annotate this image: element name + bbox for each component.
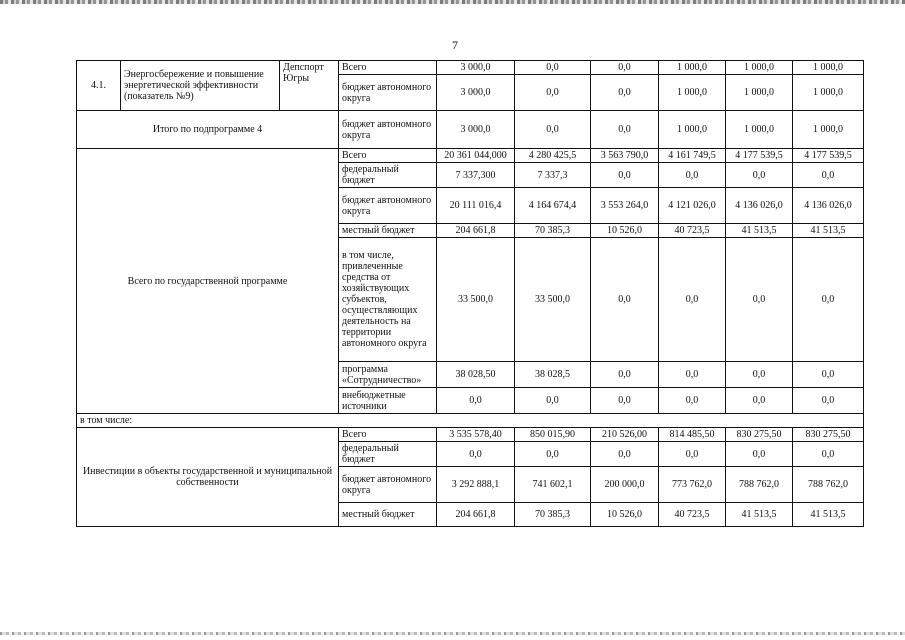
- value-cell: 0,0: [726, 442, 793, 467]
- funding-type: бюджет автономного округа: [339, 75, 437, 111]
- value-cell: 0,0: [793, 163, 864, 188]
- value-cell: 0,0: [726, 238, 793, 362]
- value-cell: 0,0: [515, 75, 591, 111]
- value-cell: 0,0: [591, 238, 659, 362]
- funding-type: программа «Сотрудничество»: [339, 362, 437, 388]
- value-cell: 204 661,8: [437, 503, 515, 527]
- value-cell: 0,0: [726, 362, 793, 388]
- value-cell: 0,0: [726, 388, 793, 414]
- scan-edge-bottom: [0, 632, 905, 635]
- funding-type: федеральный бюджет: [339, 163, 437, 188]
- executor: Депспорт Югры: [280, 61, 339, 111]
- value-cell: 41 513,5: [726, 224, 793, 238]
- value-cell: 70 385,3: [515, 503, 591, 527]
- value-cell: 0,0: [591, 442, 659, 467]
- value-cell: 0,0: [591, 362, 659, 388]
- subtotal-row: [77, 111, 864, 149]
- funding-type: бюджет автономного округа: [339, 188, 437, 224]
- value-cell: 1 000,0: [793, 61, 864, 75]
- funding-type: местный бюджет: [339, 503, 437, 527]
- value-cell: 0,0: [659, 362, 726, 388]
- value-cell: 7 337,3: [515, 163, 591, 188]
- row-number: 4.1.: [77, 61, 121, 111]
- value-cell: 0,0: [659, 388, 726, 414]
- value-cell: 0,0: [515, 442, 591, 467]
- value-cell: 1 000,0: [793, 75, 864, 111]
- value-cell: 204 661,8: [437, 224, 515, 238]
- funding-type: федеральный бюджет: [339, 442, 437, 467]
- value-cell: 0,0: [659, 238, 726, 362]
- subtotal-label: Итого по подпрограмме 4: [77, 111, 339, 149]
- funding-type: Всего: [339, 149, 437, 163]
- value-cell: 20 111 016,4: [437, 188, 515, 224]
- value-cell: 0,0: [515, 388, 591, 414]
- value-cell: 4 280 425,5: [515, 149, 591, 163]
- value-cell: 0,0: [793, 362, 864, 388]
- value-cell: 41 513,5: [726, 503, 793, 527]
- value-cell: 20 361 044,000: [437, 149, 515, 163]
- scan-edge-top: [0, 0, 905, 4]
- value-cell: 830 275,50: [726, 428, 793, 442]
- value-cell: 4 177 539,5: [793, 149, 864, 163]
- value-cell: 7 337,300: [437, 163, 515, 188]
- value-cell: 4 164 674,4: [515, 188, 591, 224]
- budget-table: [76, 60, 864, 527]
- value-cell: 741 602,1: [515, 467, 591, 503]
- value-cell: 41 513,5: [793, 224, 864, 238]
- value-cell: 4 121 026,0: [659, 188, 726, 224]
- value-cell: 0,0: [793, 238, 864, 362]
- value-cell: 10 526,0: [591, 224, 659, 238]
- value-cell: 1 000,0: [659, 111, 726, 149]
- value-cell: 0,0: [591, 163, 659, 188]
- funding-type: Всего: [339, 428, 437, 442]
- value-cell: 0,0: [659, 163, 726, 188]
- value-cell: 788 762,0: [793, 467, 864, 503]
- value-cell: 0,0: [591, 61, 659, 75]
- value-cell: 3 000,0: [437, 61, 515, 75]
- value-cell: 4 177 539,5: [726, 149, 793, 163]
- value-cell: 0,0: [591, 111, 659, 149]
- table-row: [77, 428, 864, 442]
- value-cell: 788 762,0: [726, 467, 793, 503]
- value-cell: 0,0: [515, 61, 591, 75]
- investments-label: Инвестиции в объекты государственной и муниципальной собственности: [77, 428, 339, 527]
- value-cell: 70 385,3: [515, 224, 591, 238]
- value-cell: 0,0: [793, 388, 864, 414]
- value-cell: 210 526,00: [591, 428, 659, 442]
- value-cell: 850 015,90: [515, 428, 591, 442]
- value-cell: 41 513,5: [793, 503, 864, 527]
- value-cell: 0,0: [726, 163, 793, 188]
- value-cell: 3 553 264,0: [591, 188, 659, 224]
- value-cell: 38 028,5: [515, 362, 591, 388]
- value-cell: 814 485,50: [659, 428, 726, 442]
- value-cell: 1 000,0: [726, 61, 793, 75]
- table-row: [77, 149, 864, 163]
- value-cell: 1 000,0: [726, 75, 793, 111]
- program-total-label: Всего по государственной программе: [77, 149, 339, 414]
- activity-name: Энергосбережение и повышение энергетической эффективности (показатель №9): [121, 61, 280, 111]
- value-cell: 0,0: [591, 388, 659, 414]
- value-cell: 1 000,0: [793, 111, 864, 149]
- value-cell: 38 028,50: [437, 362, 515, 388]
- value-cell: 0,0: [437, 388, 515, 414]
- value-cell: 4 136 026,0: [726, 188, 793, 224]
- funding-type: Всего: [339, 61, 437, 75]
- funding-type: местный бюджет: [339, 224, 437, 238]
- value-cell: 200 000,0: [591, 467, 659, 503]
- funding-type: в том числе, привлеченные средства от хозяйствующих субъектов, осуществляющих деятельность на территории автономного округа: [339, 238, 437, 362]
- value-cell: 0,0: [591, 75, 659, 111]
- value-cell: 3 000,0: [437, 75, 515, 111]
- value-cell: 33 500,0: [437, 238, 515, 362]
- value-cell: 3 535 578,40: [437, 428, 515, 442]
- value-cell: 40 723,5: [659, 503, 726, 527]
- page-number: 7: [452, 38, 458, 52]
- table-row: [77, 61, 864, 75]
- including-row: [77, 414, 864, 428]
- value-cell: 830 275,50: [793, 428, 864, 442]
- value-cell: 1 000,0: [659, 61, 726, 75]
- value-cell: 3 000,0: [437, 111, 515, 149]
- value-cell: 0,0: [437, 442, 515, 467]
- value-cell: 40 723,5: [659, 224, 726, 238]
- including-label: в том числе:: [77, 414, 864, 428]
- value-cell: 1 000,0: [726, 111, 793, 149]
- value-cell: 4 161 749,5: [659, 149, 726, 163]
- value-cell: 1 000,0: [659, 75, 726, 111]
- value-cell: 10 526,0: [591, 503, 659, 527]
- funding-type: бюджет автономного округа: [339, 467, 437, 503]
- value-cell: 3 563 790,0: [591, 149, 659, 163]
- value-cell: 773 762,0: [659, 467, 726, 503]
- value-cell: 0,0: [659, 442, 726, 467]
- value-cell: 0,0: [793, 442, 864, 467]
- value-cell: 4 136 026,0: [793, 188, 864, 224]
- value-cell: 3 292 888,1: [437, 467, 515, 503]
- value-cell: 33 500,0: [515, 238, 591, 362]
- value-cell: 0,0: [515, 111, 591, 149]
- funding-type: внебюджетные источники: [339, 388, 437, 414]
- funding-type: бюджет автономного округа: [339, 111, 437, 149]
